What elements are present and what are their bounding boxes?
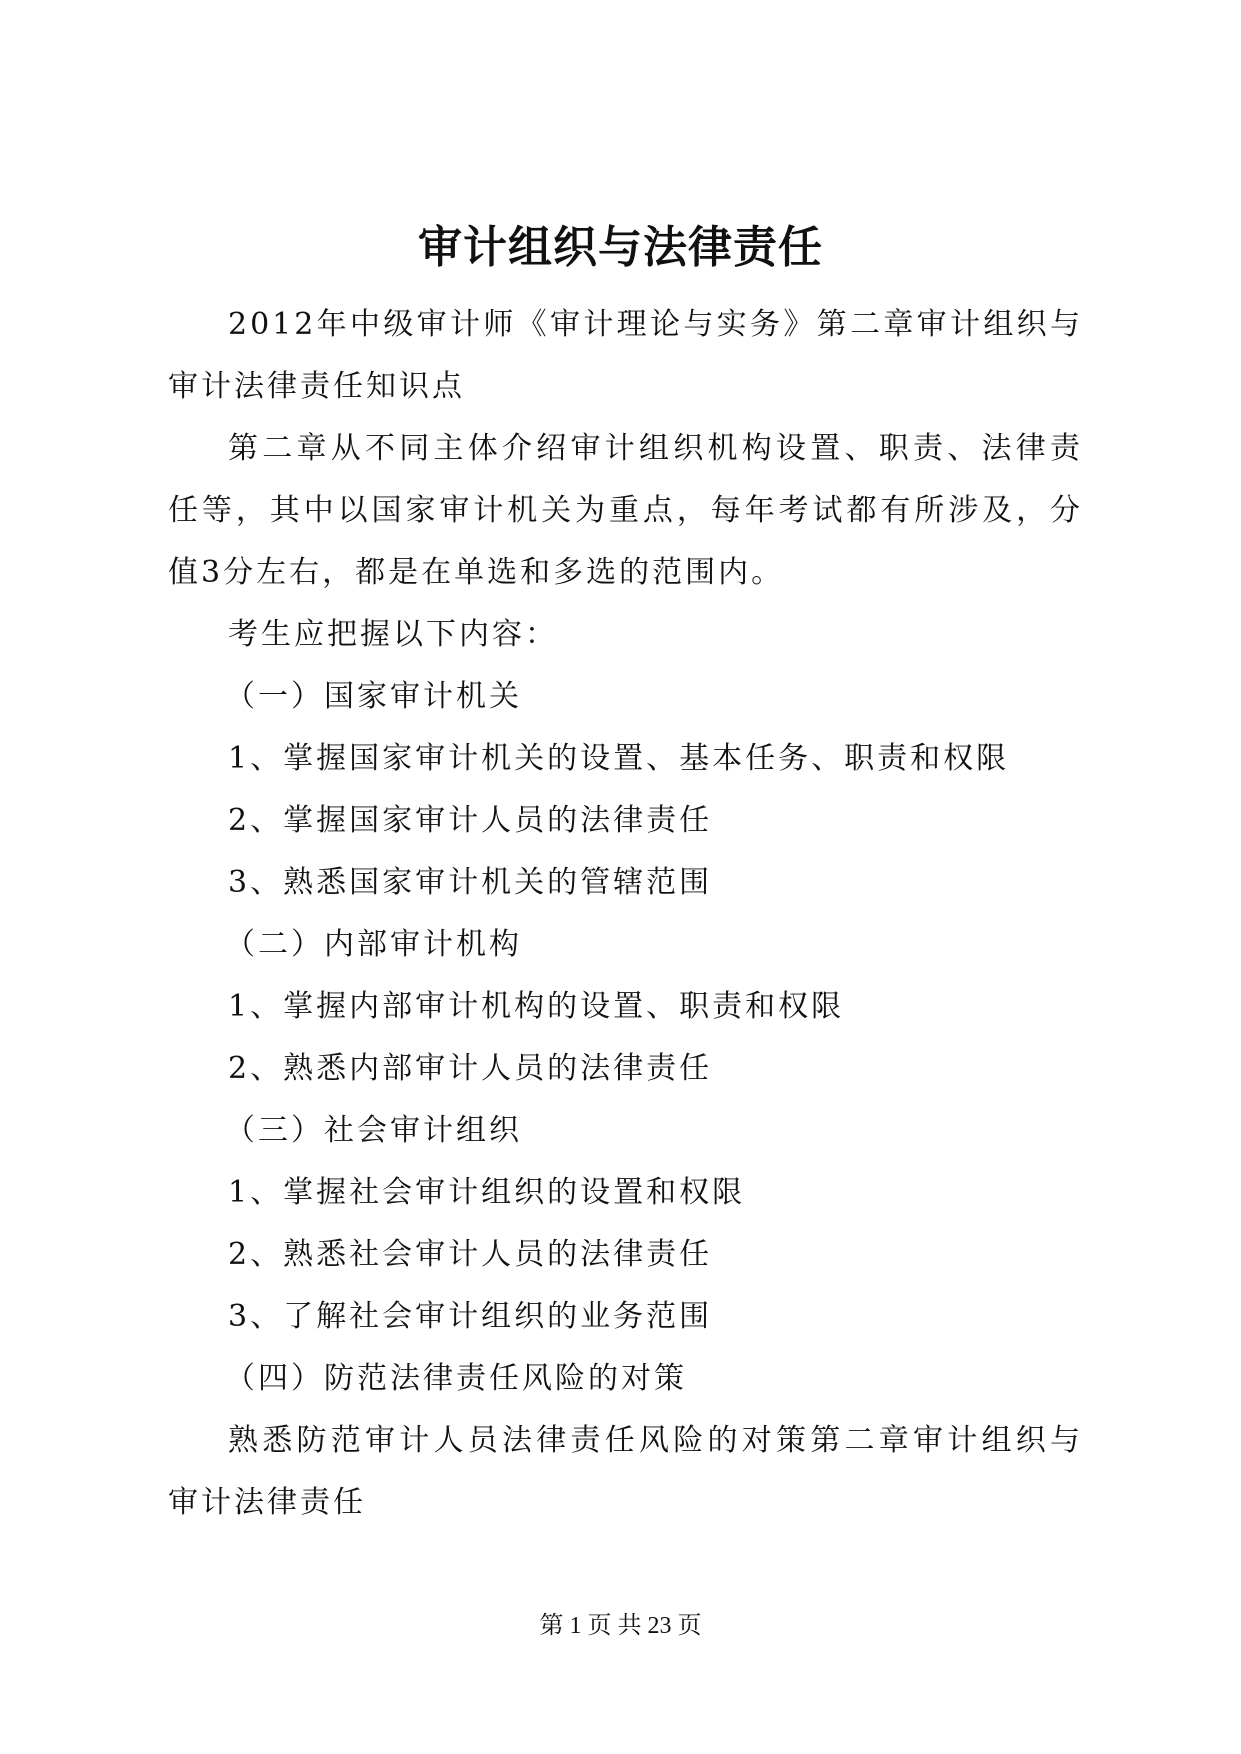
list-item: 1、掌握社会审计组织的设置和权限 — [228, 1175, 746, 1210]
list-item: 2、掌握国家审计人员的法律责任 — [228, 803, 713, 838]
list-item: 3、了解社会审计组织的业务范围 — [228, 1299, 713, 1334]
section-heading: （三）社会审计组织 — [225, 1113, 522, 1148]
list-item: 1、掌握内部审计机构的设置、职责和权限 — [228, 989, 845, 1024]
paragraph: 2012年中级审计师《审计理论与实务》第二章审计组织与审计法律责任知识点 — [168, 307, 1083, 404]
list-item: 2、熟悉社会审计人员的法律责任 — [228, 1237, 713, 1272]
paragraph: 考生应把握以下内容： — [228, 617, 558, 652]
paragraph: 第二章从不同主体介绍审计组织机构设置、职责、法律责任等，其中以国家审计机关为重点，每年考试都有所涉及，分值3分左右，都是在单选和多选的范围内。 — [168, 431, 1083, 590]
list-item: 3、熟悉国家审计机关的管辖范围 — [228, 865, 713, 900]
section-heading: （四）防范法律责任风险的对策 — [225, 1361, 687, 1396]
paragraph: 熟悉防范审计人员法律责任风险的对策第二章审计组织与审计法律责任 — [168, 1423, 1083, 1520]
section-heading: （二）内部审计机构 — [225, 927, 522, 962]
list-item: 1、掌握国家审计机关的设置、基本任务、职责和权限 — [228, 741, 1010, 776]
list-item: 2、熟悉内部审计人员的法律责任 — [228, 1051, 713, 1086]
page-footer: 第 1 页 共 23 页 — [539, 1613, 702, 1639]
document-title: 审计组织与法律责任 — [418, 222, 823, 273]
section-heading: （一）国家审计机关 — [225, 679, 522, 714]
document-body — [168, 294, 1083, 1534]
